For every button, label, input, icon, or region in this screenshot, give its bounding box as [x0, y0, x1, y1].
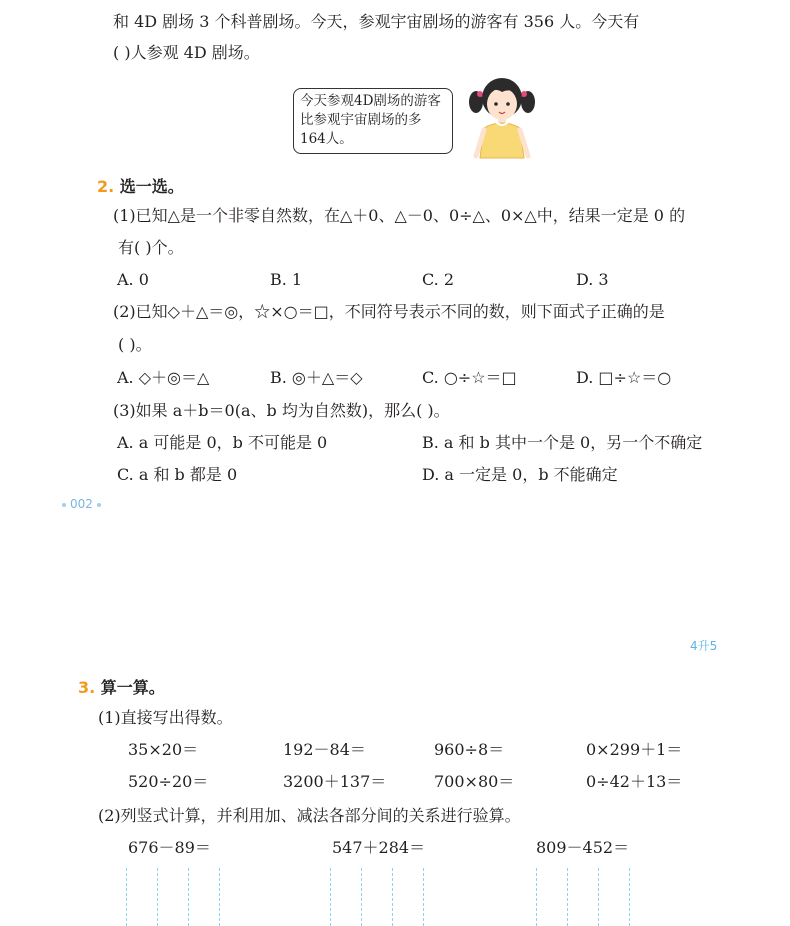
grid-line	[361, 868, 362, 926]
q1-stem-line2: 有( )个。	[118, 238, 184, 257]
calc-item: 0÷42＋13＝	[586, 772, 683, 791]
q1-option-c[interactable]: C. 2	[422, 270, 455, 289]
q3-option-c[interactable]: C. a 和 b 都是 0	[117, 465, 238, 484]
grid-line	[219, 868, 220, 926]
q3-option-a[interactable]: A. a 可能是 0，b 不可能是 0	[117, 433, 328, 452]
calc-item: 960÷8＝	[434, 740, 505, 759]
speech-bubble: 今天参观4D剧场的游客比参观宇宙剧场的多164人。	[293, 88, 453, 154]
q2-stem-line1: (2)已知◇＋△＝◎，☆×○＝□，不同符号表示不同的数，则下面式子正确的是	[113, 302, 665, 321]
q1-option-d[interactable]: D. 3	[576, 270, 609, 289]
calc-item: 192－84＝	[283, 740, 366, 759]
q1-stem-line1: (1)已知△是一个非零自然数，在△＋0、△－0、0÷△、0×△中，结果一定是 0 的	[113, 206, 686, 225]
section2-number: 2.	[97, 177, 115, 196]
grade-label: 4升5	[690, 639, 718, 653]
section3-heading	[78, 675, 165, 698]
calc-item: 3200＋137＝	[283, 772, 387, 791]
dot-left	[62, 503, 66, 507]
q3-stem: (3)如果 a＋b＝0(a、b 均为自然数)，那么( )。	[113, 401, 450, 420]
q3-option-b[interactable]: B. a 和 b 其中一个是 0，另一个不确定	[422, 433, 703, 452]
calc-item: 35×20＝	[128, 740, 199, 759]
q2-option-d[interactable]: D. □÷☆＝○	[576, 368, 672, 387]
q2-option-b[interactable]: B. ◎＋△＝◇	[270, 368, 363, 387]
grid-line	[157, 868, 158, 926]
vertical-calc-item: 547＋284＝	[332, 838, 426, 857]
grid-line	[188, 868, 189, 926]
part1-title: (1)直接写出得数。	[98, 708, 233, 727]
q1-option-a[interactable]: A. 0	[117, 270, 149, 289]
vertical-calc-item: 809－452＝	[536, 838, 630, 857]
grid-line	[423, 868, 424, 926]
q2-option-a[interactable]: A. ◇＋◎＝△	[117, 368, 210, 387]
grid-line	[536, 868, 537, 926]
page-number	[58, 497, 105, 511]
section2-heading	[97, 174, 184, 197]
girl-illustration	[466, 72, 538, 160]
grid-line	[567, 868, 568, 926]
q3-option-d[interactable]: D. a 一定是 0，b 不能确定	[422, 465, 618, 484]
dot-right	[97, 503, 101, 507]
section2-title: 选一选。	[119, 177, 184, 196]
grid-line	[330, 868, 331, 926]
grid-line	[392, 868, 393, 926]
vertical-calc-item: 676－89＝	[128, 838, 211, 857]
problem-text-line2: ( )人参观 4D 剧场。	[113, 43, 260, 62]
grid-line	[598, 868, 599, 926]
section3-number: 3.	[78, 678, 96, 697]
q2-stem-line2: ( )。	[118, 335, 152, 354]
section3-title: 算一算。	[100, 678, 165, 697]
page-number-text: 002	[70, 497, 93, 511]
calc-item: 520÷20＝	[128, 772, 209, 791]
q2-option-c[interactable]: C. ○÷☆＝□	[422, 368, 517, 387]
part2-title: (2)列竖式计算，并利用加、减法各部分间的关系进行验算。	[98, 806, 521, 825]
calc-item: 700×80＝	[434, 772, 515, 791]
calc-item: 0×299＋1＝	[586, 740, 683, 759]
problem-text-line1: 和 4D 剧场 3 个科普剧场。今天，参观宇宙剧场的游客有 356 人。今天有	[113, 12, 640, 31]
grid-line	[126, 868, 127, 926]
q1-option-b[interactable]: B. 1	[270, 270, 303, 289]
grid-line	[629, 868, 630, 926]
